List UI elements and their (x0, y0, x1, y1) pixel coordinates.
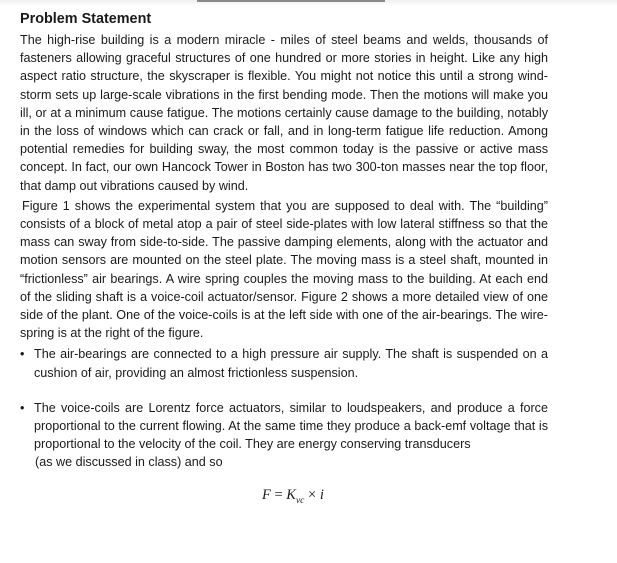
list-item-voice-coils (20, 399, 548, 472)
section-title: Problem Statement (20, 11, 152, 27)
equation-constant-subscript: vc (295, 495, 305, 506)
bullet-list (20, 345, 548, 471)
bullet-marker: • (20, 400, 25, 415)
bullet-marker: • (20, 347, 25, 362)
list-item-air-bearings (20, 345, 548, 381)
top-divider (197, 0, 385, 2)
equation-equals: = (270, 487, 287, 503)
force-equation (262, 487, 324, 506)
list-item-text: The air-bearings are connected to a high pressure air supply. The shaft is suspended on a cushion of air, providing an almost frictionless suspension. (34, 347, 548, 380)
equation-force-symbol: F (262, 487, 271, 503)
equation-current-symbol: i (319, 487, 324, 503)
list-item-continuation: (as we discussed in class) and so (35, 455, 223, 470)
paragraph-intro: The high-rise building is a modern miracle - miles of steel beams and welds, thousands of fasteners allowing graceful structures of one hundred or more stories in height. Like any high aspect ratio structure, the skyscraper is flexible. You might not notice this until a strong wind-storm sets up large-scale vibrations in the first bending mode. Then the motions will make you ill, or at a minimum cause fatigue. The motions certainly cause damage to the building, notably in the loss of windows which can crack or fall, and in long-term fatigue life reduction. Among potential remedies for building sway, the most common today is the passive or active mass concept. In fact, our own Hancock Tower in Boston has two 300-ton masses near the top floor, that damp out vibrations caused by wind. (20, 33, 548, 193)
paragraph-experimental-system: Figure 1 shows the experimental system that you are supposed to deal with. The “building” consists of a block of metal atop a pair of steel side-plates with low lateral stiffness so that the mass can sway from side-to-side. The passive damping elements, along with the actuator and motion sensors are mounted on the steel plate. The moving mass is a steel shaft, mounted in “frictionless” air bearings. A wire spring couples the moving mass to the building. At each end of the sliding shaft is a voice-coil actuator/sensor. Figure 2 shows a more detailed view of one side of the plant. One of the voice-coils is at the left side with one of the air-bearings. The wire-spring is at the right of the figure. (20, 198, 548, 341)
document-body (20, 10, 548, 472)
list-item-text: The voice-coils are Lorentz force actuators, similar to loudspeakers, and produce a force proportional to the current flowing. At the same time they produce a back-emf voltage that is proportional to the velocity of the coil. They are energy conserving transducers (34, 400, 548, 452)
equation-times: × (304, 487, 320, 503)
equation-constant-symbol: K (286, 487, 296, 503)
